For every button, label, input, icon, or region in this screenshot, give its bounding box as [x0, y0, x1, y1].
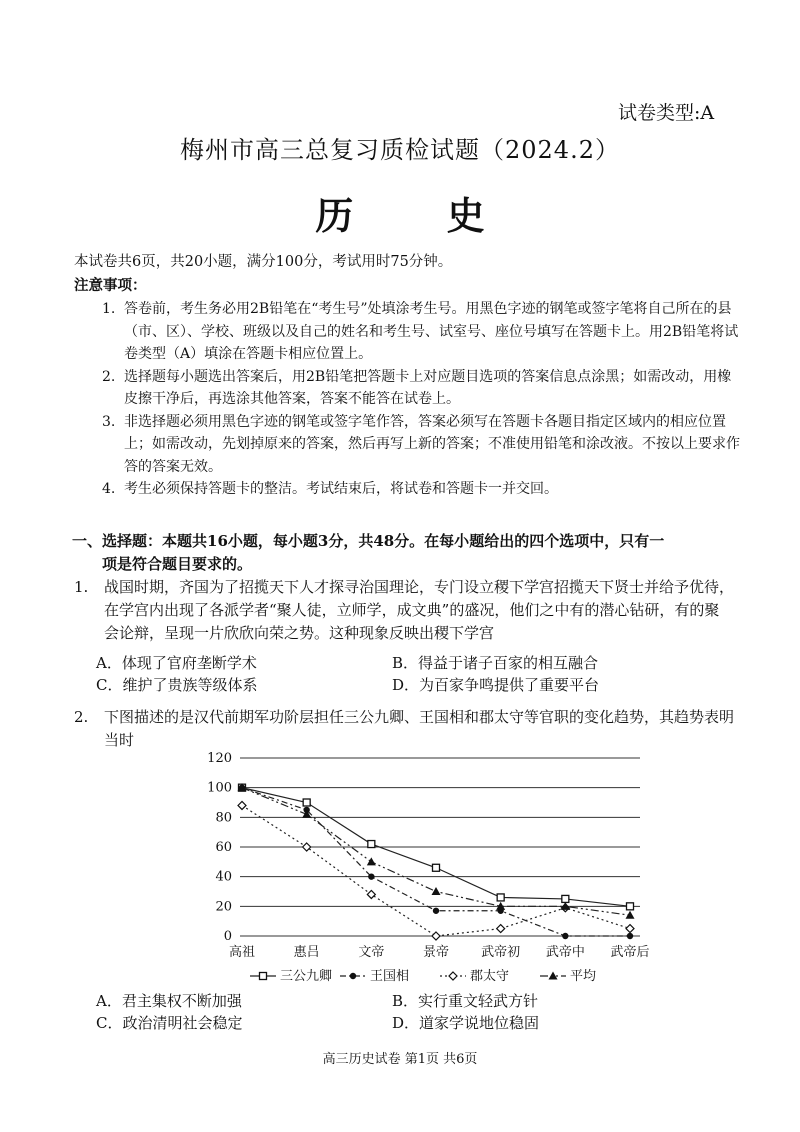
data-point: [626, 925, 634, 933]
data-point: [497, 894, 504, 901]
notice-item-number: 2.: [102, 368, 116, 385]
notice-item: [102, 366, 742, 411]
question-1: [74, 576, 734, 645]
paper-type-label: 试卷类型:A: [618, 102, 715, 124]
notice-item: [102, 478, 742, 501]
data-point: [303, 843, 311, 851]
series-line: [242, 788, 630, 916]
legend-label: 郡太守: [470, 969, 510, 984]
legend-label: 三公九卿: [280, 969, 333, 984]
officials-trend-chart: [150, 748, 670, 988]
y-tick-label: 120: [207, 751, 232, 766]
legend-label: 王国相: [370, 969, 410, 984]
option-a[interactable]: A．体现了官府垄断学术: [96, 654, 257, 672]
notice-item: [102, 298, 742, 366]
data-point: [367, 890, 375, 898]
x-tick-label: 惠吕: [293, 945, 320, 960]
notice-item-number: 1.: [102, 301, 116, 317]
data-point: [562, 933, 568, 939]
data-point: [303, 799, 310, 806]
exam-intro: 本试卷共6页，共20小题，满分100分，考试用时75分钟。: [74, 254, 453, 270]
legend-marker: [350, 973, 356, 979]
question-stem: 下图描述的是汉代前期军功阶层担任三公九卿、王国相和郡太守等官职的变化趋势，其趋势表明当时: [104, 708, 735, 749]
y-tick-label: 100: [207, 780, 232, 796]
question-stem: 战国时期，齐国为了招揽天下人才探寻治国理论，专门设立稷下学宫招揽天下贤士并给予优待，在学宫内出现了各派学者“聚人徒，立师学，成文典”的盛况，他们之中有的潜心钻研，有的聚会论辩，呈现一片欣欣向荣之势。这种现象反映出稷下学宫: [104, 578, 735, 642]
section-heading: [74, 530, 734, 576]
data-point: [433, 908, 439, 914]
exam-title: 梅州市高三总复习质检试题（2024.2）: [180, 136, 620, 164]
y-tick-label: 0: [223, 929, 232, 944]
notice-item-text: 非选择题必须用黑色字迹的钢笔或签字笔作答，答案必须写在答题卡各题目指定区域内的相应位置上；如需改动，先划掉原来的答案，然后再写上新的答案；不准使用铅笔和涂改液。不按以上要求作答的答案无效。: [124, 413, 740, 475]
x-tick-label: 武帝初: [481, 945, 521, 960]
x-tick-label: 高祖: [228, 945, 256, 960]
notice-item-number: 4.: [102, 481, 116, 497]
option-d[interactable]: D．道家学说地位稳固: [392, 1014, 540, 1032]
notice-item-text: 选择题每小题选出答案后，用2B铅笔把答题卡上对应题目选项的答案信息点涂黑；如需改动，用橡皮擦干净后，再选涂其他答案，答案不能答在试卷上。: [124, 368, 732, 407]
option-d[interactable]: D．为百家争鸣提供了重要平台: [392, 676, 600, 694]
legend-marker: [449, 972, 457, 980]
section-heading-line1: 一、选择题：本题共16小题，每小题3分，共48分。在每小题给出的四个选项中，只有一: [72, 532, 665, 550]
page-footer: 高三历史试卷 第1页 共6页: [322, 1052, 478, 1067]
data-point: [367, 857, 376, 865]
x-tick-label: 武帝中: [545, 945, 585, 960]
question-1-options: [96, 652, 716, 696]
data-point: [238, 801, 246, 809]
question-number: 2.: [74, 708, 89, 726]
option-b[interactable]: B．实行重文轻武方针: [392, 992, 539, 1010]
option-b[interactable]: B．得益于诸子百家的相互融合: [392, 654, 599, 672]
option-c[interactable]: C．维护了贵族等级体系: [96, 676, 258, 694]
notice-list: [102, 298, 742, 501]
notice-item-text: 考生必须保持答题卡的整洁。考试结束后，将试卷和答题卡一并交回。: [124, 481, 558, 497]
data-point: [626, 911, 635, 919]
data-point: [433, 864, 440, 871]
y-tick-label: 20: [215, 899, 232, 915]
notice-heading: 注意事项：: [74, 277, 147, 294]
notice-item: [102, 411, 742, 479]
y-tick-label: 80: [215, 810, 232, 826]
data-point: [368, 873, 374, 879]
option-c[interactable]: C．政治清明社会稳定: [96, 1014, 243, 1032]
y-tick-label: 40: [215, 869, 232, 885]
data-point: [432, 932, 440, 940]
question-number: 1.: [74, 578, 89, 596]
notice-item-number: 3.: [102, 413, 116, 430]
y-tick-label: 60: [215, 840, 232, 855]
subject-title: 历 史: [315, 193, 525, 238]
legend-marker: [260, 973, 267, 980]
section-heading-line2: 项是符合题目要求的。: [102, 555, 253, 573]
question-2: [74, 706, 734, 752]
data-point: [432, 887, 441, 895]
data-point: [562, 895, 569, 902]
question-2-options: [96, 990, 716, 1034]
data-point: [497, 925, 505, 933]
legend-label: 平均: [570, 969, 597, 984]
x-tick-label: 武帝后: [610, 945, 650, 960]
x-tick-label: 文帝: [358, 945, 385, 960]
data-point: [627, 933, 633, 939]
option-a[interactable]: A．君主集权不断加强: [96, 992, 242, 1010]
data-point: [627, 903, 634, 910]
notice-item-text: 答卷前，考生务必用2B铅笔在“考生号”处填涂考生号。用黑色字迹的钢笔或签字笔将自己所在的县（市、区）、学校、班级以及自己的姓名和考生号、试室号、座位号填写在答题卡上。用2B铅笔将试卷类型（A）填涂在答题卡相应位置上。: [124, 301, 739, 362]
x-tick-label: 景帝: [422, 945, 450, 960]
data-point: [368, 841, 375, 848]
